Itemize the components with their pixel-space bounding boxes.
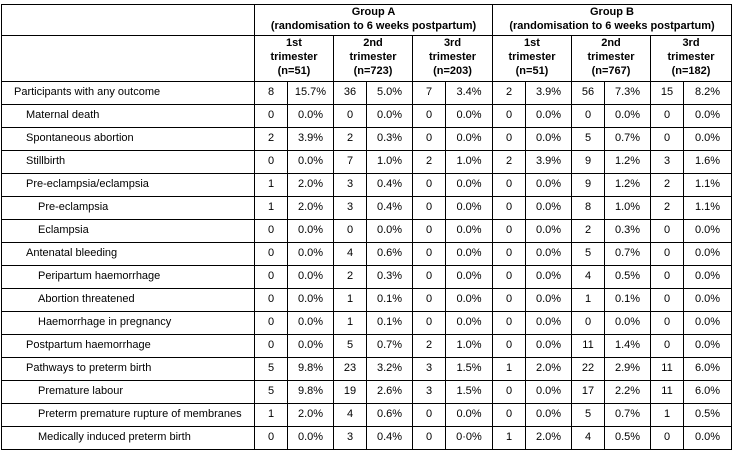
percent-cell: 0.7%: [605, 242, 651, 265]
count-cell: 0: [651, 426, 684, 449]
trimester-header: 3rd trimester (n=203): [413, 35, 493, 81]
count-cell: 11: [572, 334, 605, 357]
count-cell: 0: [255, 219, 288, 242]
table-row: [2, 311, 732, 334]
count-cell: 0: [255, 426, 288, 449]
count-cell: 3: [334, 196, 367, 219]
count-cell: 0: [493, 311, 526, 334]
percent-cell: 0.1%: [605, 288, 651, 311]
percent-cell: 9.8%: [288, 357, 334, 380]
count-cell: 2: [413, 150, 446, 173]
percent-cell: 0.7%: [605, 127, 651, 150]
row-label: Maternal death: [2, 104, 255, 127]
percent-cell: 1.0%: [446, 150, 493, 173]
count-cell: 0: [493, 334, 526, 357]
count-cell: 0: [493, 219, 526, 242]
table-row: [2, 334, 732, 357]
count-cell: 56: [572, 81, 605, 104]
percent-cell: 0.4%: [367, 426, 413, 449]
count-cell: 0: [413, 242, 446, 265]
row-label: Eclampsia: [2, 219, 255, 242]
count-cell: 0: [651, 288, 684, 311]
count-cell: 0: [493, 127, 526, 150]
count-cell: 0: [651, 334, 684, 357]
count-cell: 7: [413, 81, 446, 104]
percent-cell: 0.0%: [367, 219, 413, 242]
count-cell: 1: [334, 288, 367, 311]
group-b-header: Group B (randomisation to 6 weeks postpartum): [493, 5, 732, 36]
percent-cell: 8.2%: [684, 81, 732, 104]
percent-cell: 2.0%: [288, 173, 334, 196]
count-cell: 0: [413, 311, 446, 334]
percent-cell: 0.0%: [446, 242, 493, 265]
percent-cell: 1.1%: [684, 173, 732, 196]
percent-cell: 0.0%: [288, 311, 334, 334]
percent-cell: 6.0%: [684, 380, 732, 403]
percent-cell: 0.3%: [605, 219, 651, 242]
percent-cell: 0.0%: [288, 288, 334, 311]
count-cell: 0: [413, 265, 446, 288]
table-row: [2, 219, 732, 242]
percent-cell: 0.4%: [367, 173, 413, 196]
count-cell: 0: [493, 265, 526, 288]
percent-cell: 0.0%: [446, 173, 493, 196]
count-cell: 4: [572, 426, 605, 449]
count-cell: 0: [413, 219, 446, 242]
percent-cell: 1.5%: [446, 357, 493, 380]
percent-cell: 0.0%: [526, 380, 572, 403]
percent-cell: 0.0%: [288, 219, 334, 242]
count-cell: 2: [651, 196, 684, 219]
table-row: [2, 288, 732, 311]
count-cell: 0: [493, 173, 526, 196]
percent-cell: 1.0%: [367, 150, 413, 173]
percent-cell: 1.6%: [684, 150, 732, 173]
row-label: Haemorrhage in pregnancy: [2, 311, 255, 334]
percent-cell: 0.0%: [446, 403, 493, 426]
count-cell: 15: [651, 81, 684, 104]
count-cell: 0: [651, 311, 684, 334]
count-cell: 4: [334, 403, 367, 426]
percent-cell: 2.2%: [605, 380, 651, 403]
count-cell: 11: [651, 357, 684, 380]
trimester-header: 2nd trimester (n=723): [334, 35, 413, 81]
row-label: Preterm premature rupture of membranes: [2, 403, 255, 426]
count-cell: 0: [255, 288, 288, 311]
count-cell: 0: [651, 127, 684, 150]
trimester-header: 1st trimester (n=51): [493, 35, 572, 81]
percent-cell: 0.0%: [684, 288, 732, 311]
percent-cell: 0.0%: [288, 242, 334, 265]
percent-cell: 0.0%: [288, 104, 334, 127]
count-cell: 2: [493, 81, 526, 104]
percent-cell: 0.3%: [367, 127, 413, 150]
trimester-header: 3rd trimester (n=182): [651, 35, 732, 81]
count-cell: 0: [413, 173, 446, 196]
count-cell: 0: [255, 242, 288, 265]
percent-cell: 1.2%: [605, 150, 651, 173]
count-cell: 2: [572, 219, 605, 242]
count-cell: 11: [651, 380, 684, 403]
row-label: Abortion threatened: [2, 288, 255, 311]
count-cell: 1: [493, 357, 526, 380]
percent-cell: 0.0%: [446, 196, 493, 219]
outcomes-table: [1, 4, 732, 450]
percent-cell: 0.1%: [367, 288, 413, 311]
count-cell: 8: [255, 81, 288, 104]
trimester-header: 2nd trimester (n=767): [572, 35, 651, 81]
percent-cell: 0.5%: [605, 265, 651, 288]
percent-cell: 0.6%: [367, 403, 413, 426]
count-cell: 1: [255, 173, 288, 196]
percent-cell: 1.0%: [605, 196, 651, 219]
count-cell: 22: [572, 357, 605, 380]
percent-cell: 1.4%: [605, 334, 651, 357]
percent-cell: 0.0%: [684, 334, 732, 357]
count-cell: 7: [334, 150, 367, 173]
count-cell: 2: [413, 334, 446, 357]
count-cell: 0: [413, 426, 446, 449]
percent-cell: 0.0%: [684, 219, 732, 242]
count-cell: 0: [493, 196, 526, 219]
percent-cell: 0.0%: [526, 127, 572, 150]
row-label: Pre-eclampsia/eclampsia: [2, 173, 255, 196]
percent-cell: 0.0%: [684, 127, 732, 150]
group-a-header: Group A (randomisation to 6 weeks postpartum): [255, 5, 493, 36]
count-cell: 1: [651, 403, 684, 426]
percent-cell: 1.5%: [446, 380, 493, 403]
count-cell: 0: [255, 311, 288, 334]
percent-cell: 0.0%: [526, 196, 572, 219]
percent-cell: 0.0%: [288, 265, 334, 288]
count-cell: 17: [572, 380, 605, 403]
count-cell: 1: [493, 426, 526, 449]
percent-cell: 0.0%: [526, 288, 572, 311]
percent-cell: 0.0%: [526, 242, 572, 265]
table-row: [2, 265, 732, 288]
row-label: Peripartum haemorrhage: [2, 265, 255, 288]
count-cell: 3: [413, 380, 446, 403]
percent-cell: 5.0%: [367, 81, 413, 104]
trimester-header: 1st trimester (n=51): [255, 35, 334, 81]
percent-cell: 1.1%: [684, 196, 732, 219]
count-cell: 2: [255, 127, 288, 150]
count-cell: 1: [572, 288, 605, 311]
percent-cell: 0.0%: [446, 288, 493, 311]
count-cell: 23: [334, 357, 367, 380]
row-label: Participants with any outcome: [2, 81, 255, 104]
percent-cell: 3.9%: [288, 127, 334, 150]
percent-cell: 0.4%: [367, 196, 413, 219]
count-cell: 0: [493, 288, 526, 311]
percent-cell: 0.0%: [684, 242, 732, 265]
table-row: [2, 242, 732, 265]
empty-corner-cell: [2, 35, 255, 81]
table-row: [2, 403, 732, 426]
row-label: Pathways to preterm birth: [2, 357, 255, 380]
table-row: [2, 196, 732, 219]
percent-cell: 0.0%: [446, 265, 493, 288]
percent-cell: 0.0%: [446, 219, 493, 242]
count-cell: 5: [334, 334, 367, 357]
count-cell: 0: [493, 104, 526, 127]
group-header-row: [2, 5, 732, 36]
count-cell: 0: [493, 242, 526, 265]
percent-cell: 0.7%: [367, 334, 413, 357]
percent-cell: 1.0%: [446, 334, 493, 357]
percent-cell: 2.9%: [605, 357, 651, 380]
count-cell: 0: [255, 265, 288, 288]
row-label: Spontaneous abortion: [2, 127, 255, 150]
percent-cell: 0.0%: [684, 104, 732, 127]
percent-cell: 0.0%: [446, 127, 493, 150]
table-row: [2, 357, 732, 380]
table-row: [2, 426, 732, 449]
percent-cell: 0.0%: [684, 311, 732, 334]
row-label: Medically induced preterm birth: [2, 426, 255, 449]
percent-cell: 15.7%: [288, 81, 334, 104]
percent-cell: 2.0%: [526, 426, 572, 449]
count-cell: 0: [255, 150, 288, 173]
percent-cell: 3.9%: [526, 150, 572, 173]
table-row: [2, 127, 732, 150]
percent-cell: 2.0%: [526, 357, 572, 380]
count-cell: 0: [651, 242, 684, 265]
percent-cell: 0.0%: [526, 173, 572, 196]
percent-cell: 0.0%: [526, 334, 572, 357]
table-row: [2, 380, 732, 403]
percent-cell: 2.6%: [367, 380, 413, 403]
count-cell: 9: [572, 173, 605, 196]
row-label: Stillbirth: [2, 150, 255, 173]
percent-cell: 0.0%: [605, 104, 651, 127]
count-cell: 5: [572, 403, 605, 426]
count-cell: 0: [413, 196, 446, 219]
percent-cell: 0.6%: [367, 242, 413, 265]
row-label: Antenatal bleeding: [2, 242, 255, 265]
count-cell: 2: [493, 150, 526, 173]
count-cell: 19: [334, 380, 367, 403]
count-cell: 0: [651, 104, 684, 127]
percent-cell: 0.0%: [526, 265, 572, 288]
count-cell: 5: [255, 357, 288, 380]
count-cell: 3: [334, 173, 367, 196]
percent-cell: 0.3%: [367, 265, 413, 288]
trimester-header-row: [2, 35, 732, 81]
row-label: Postpartum haemorrhage: [2, 334, 255, 357]
count-cell: 0: [255, 334, 288, 357]
count-cell: 36: [334, 81, 367, 104]
percent-cell: 0.5%: [605, 426, 651, 449]
count-cell: 0: [334, 219, 367, 242]
count-cell: 0: [334, 104, 367, 127]
count-cell: 0: [413, 288, 446, 311]
percent-cell: 9.8%: [288, 380, 334, 403]
percent-cell: 0.0%: [684, 426, 732, 449]
count-cell: 5: [255, 380, 288, 403]
table-row: [2, 81, 732, 104]
count-cell: 0: [651, 219, 684, 242]
row-label: Premature labour: [2, 380, 255, 403]
count-cell: 4: [572, 265, 605, 288]
count-cell: 0: [255, 104, 288, 127]
percent-cell: 0.0%: [288, 334, 334, 357]
count-cell: 0: [413, 403, 446, 426]
percent-cell: 0.5%: [684, 403, 732, 426]
percent-cell: 3.4%: [446, 81, 493, 104]
empty-corner-cell: [2, 5, 255, 36]
count-cell: 0: [572, 311, 605, 334]
percent-cell: 0.0%: [526, 311, 572, 334]
count-cell: 1: [334, 311, 367, 334]
count-cell: 0: [413, 104, 446, 127]
percent-cell: 2.0%: [288, 196, 334, 219]
count-cell: 5: [572, 127, 605, 150]
table-row: [2, 150, 732, 173]
percent-cell: 0.7%: [605, 403, 651, 426]
count-cell: 0: [413, 127, 446, 150]
percent-cell: 0.0%: [526, 403, 572, 426]
count-cell: 9: [572, 150, 605, 173]
percent-cell: 0.1%: [367, 311, 413, 334]
percent-cell: 0.0%: [526, 104, 572, 127]
percent-cell: 0.0%: [288, 426, 334, 449]
count-cell: 0: [572, 104, 605, 127]
count-cell: 4: [334, 242, 367, 265]
table-row: [2, 104, 732, 127]
percent-cell: 0.0%: [446, 311, 493, 334]
percent-cell: 0.0%: [446, 104, 493, 127]
percent-cell: 2.0%: [288, 403, 334, 426]
count-cell: 8: [572, 196, 605, 219]
percent-cell: 0.0%: [605, 311, 651, 334]
count-cell: 3: [413, 357, 446, 380]
row-label: Pre-eclampsia: [2, 196, 255, 219]
percent-cell: 0.0%: [288, 150, 334, 173]
count-cell: 1: [255, 196, 288, 219]
percent-cell: 3.2%: [367, 357, 413, 380]
percent-cell: 3.9%: [526, 81, 572, 104]
percent-cell: 0.0%: [684, 265, 732, 288]
percent-cell: 1.2%: [605, 173, 651, 196]
count-cell: 3: [651, 150, 684, 173]
count-cell: 0: [493, 403, 526, 426]
count-cell: 5: [572, 242, 605, 265]
count-cell: 2: [334, 265, 367, 288]
count-cell: 2: [334, 127, 367, 150]
count-cell: 0: [651, 265, 684, 288]
count-cell: 2: [651, 173, 684, 196]
count-cell: 3: [334, 426, 367, 449]
percent-cell: 7.3%: [605, 81, 651, 104]
percent-cell: 6.0%: [684, 357, 732, 380]
table-row: [2, 173, 732, 196]
count-cell: 0: [493, 380, 526, 403]
percent-cell: 0.0%: [526, 219, 572, 242]
percent-cell: 0·0%: [446, 426, 493, 449]
count-cell: 1: [255, 403, 288, 426]
percent-cell: 0.0%: [367, 104, 413, 127]
